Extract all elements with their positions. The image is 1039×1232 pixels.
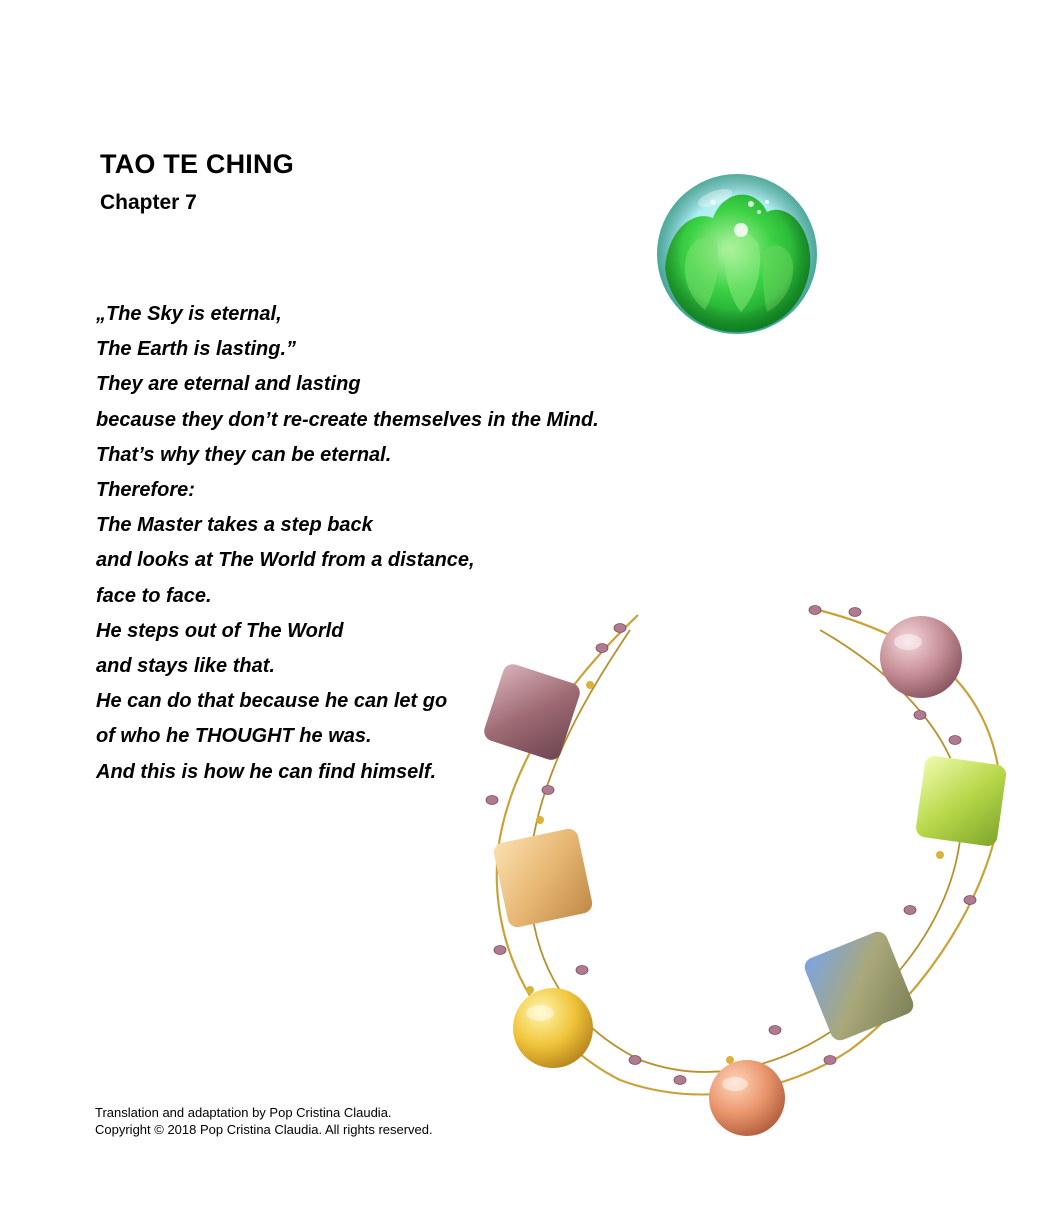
- poem-line: „The Sky is eternal,: [96, 303, 282, 325]
- poem-line: and looks at The World from a distance,: [96, 549, 475, 572]
- poem-line: He steps out of The World: [96, 619, 344, 642]
- poem-line: The Master takes a step back: [96, 514, 373, 537]
- poem-line: because they don’t re-create themselves in the Mind.: [96, 408, 599, 431]
- copyright-notice: Copyright © 2018 Pop Cristina Claudia. All rights reserved.: [95, 1122, 433, 1137]
- bead-copper-round: [709, 1060, 785, 1136]
- bead-amber-cube: [492, 827, 594, 929]
- poem-line: Therefore:: [96, 479, 195, 502]
- green-marble-image: [655, 172, 820, 337]
- poem-line: The Earth is lasting.”: [96, 338, 297, 361]
- bead-mauve-cube: [482, 662, 583, 763]
- bead-blue-cube: [802, 929, 917, 1044]
- translation-credit: Translation and adaptation by Pop Cristina Claudia.: [95, 1105, 392, 1120]
- poem-line: and stays like that.: [96, 655, 275, 678]
- poem-line: That’s why they can be eternal.: [96, 443, 392, 466]
- glass-bead-necklace-image: [470, 590, 1030, 1150]
- poem-line: face to face.: [96, 584, 212, 607]
- poem-line: And this is how he can find himself.: [96, 760, 437, 783]
- poem-line: They are eternal and lasting: [96, 373, 361, 396]
- bead-lime-cube: [915, 755, 1008, 848]
- poem-line: He can do that because he can let go: [96, 690, 448, 713]
- document-title: TAO TE CHING: [100, 149, 294, 179]
- bead-pink-round: [880, 616, 962, 698]
- bead-gold-round: [513, 988, 593, 1068]
- credits-block: [95, 1104, 433, 1138]
- poem-line: of who he THOUGHT he was.: [96, 725, 372, 748]
- chapter-subtitle: Chapter 7: [100, 191, 197, 214]
